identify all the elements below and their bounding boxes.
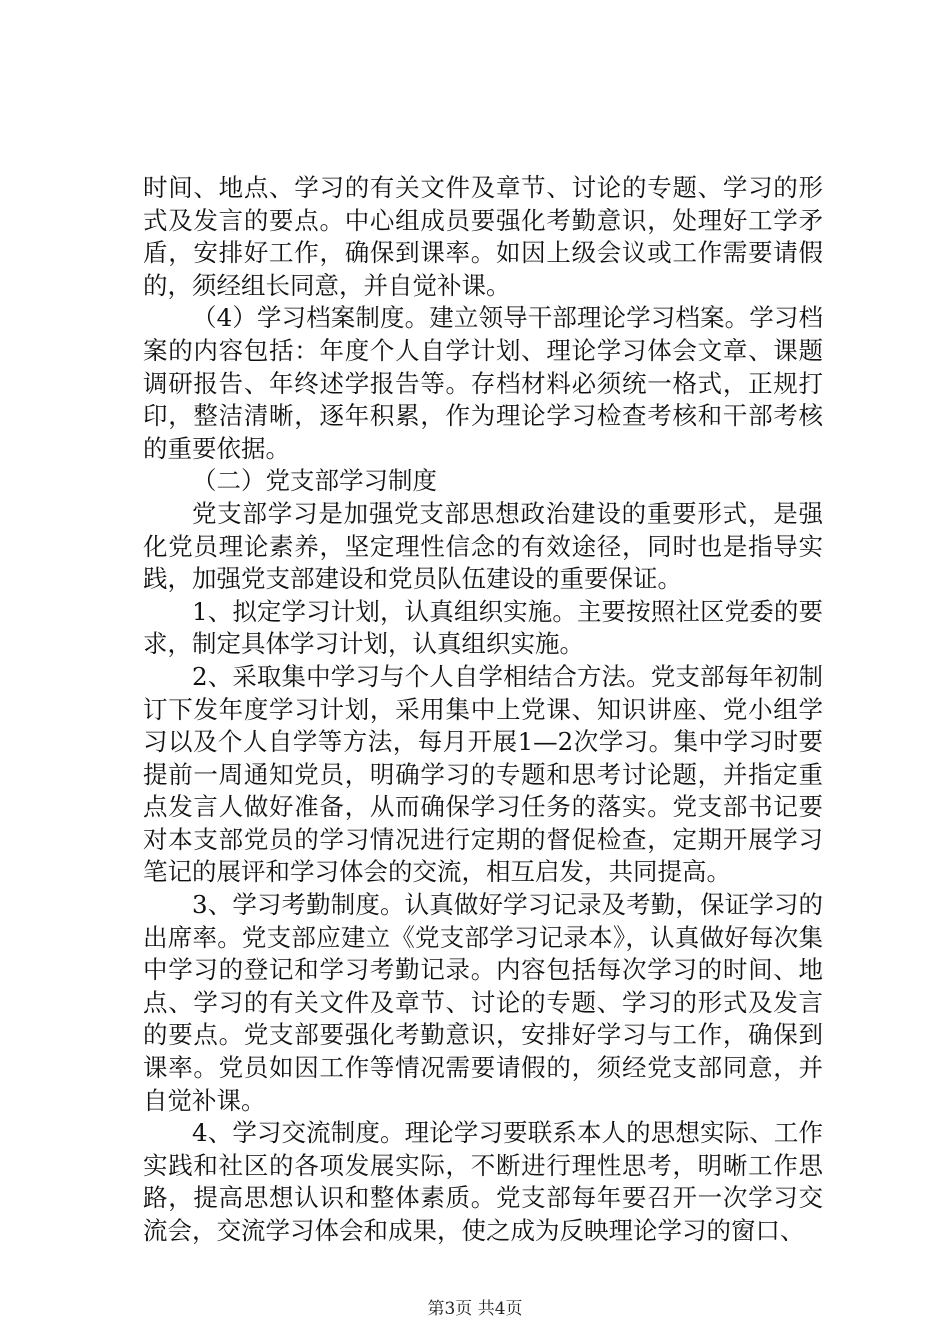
paragraph-item-4: 4、学习交流制度。理论学习要联系本人的思想实际、工作实践和社区的各项发展实际，不断进行理性思考，明晰工作思路，提高思想认识和整体素质。党支部每年要召开一次学习交流会，交流学习体会和成果，使之成为反映理论学习的窗口、 — [143, 1118, 823, 1245]
paragraph-item-2: 2、采取集中学习与个人自学相结合方法。党支部每年初制订下发年度学习计划，采用集中上党课、知识讲座、党小组学习以及个人自学等方法，每月开展1—2次学习。集中学习时要提前一周通知党员，明确学习的专题和思考讨论题，并指定重点发言人做好准备，从而确保学习任务的落实。党支部书记要对本支部党员的学习情况进行定期的督促检查，定期开展学习笔记的展评和学习体会的交流，相互启发，共同提高。 — [143, 661, 823, 887]
section-heading-branch-study: （二）党支部学习制度 — [192, 466, 437, 496]
paragraph-continuation: 时间、地点、学习的有关文件及章节、讨论的专题、学习的形式及发言的要点。中心组成员要强化考勤意识，处理好工学矛盾，安排好工作，确保到课率。如因上级会议或工作需要请假的，须经组长同意，并自觉补课。 — [143, 173, 823, 300]
paragraph-item-3: 3、学习考勤制度。认真做好学习记录及考勤，保证学习的出席率。党支部应建立《党支部学习记录本》，认真做好每次集中学习的登记和学习考勤记录。内容包括每次学习的时间、地点、学习的有关文件及章节、讨论的专题、学习的形式及发言的要点。党支部要强化考勤意识，安排好学习与工作，确保到课率。党员如因工作等情况需要请假的，须经党支部同意，并自觉补课。 — [143, 890, 823, 1115]
paragraph-branch-intro: 党支部学习是加强党支部思想政治建设的重要形式，是强化党员理论素养，坚定理性信念的有效途径，同时也是指导实践，加强党支部建设和党员队伍建设的重要保证。 — [143, 498, 823, 594]
paragraph-item-1: 1、拟定学习计划，认真组织实施。主要按照社区党委的要求，制定具体学习计划，认真组织实施。 — [143, 596, 823, 659]
document-body — [143, 172, 823, 1248]
paragraph-study-archive: （4）学习档案制度。建立领导干部理论学习档案。学习档案的内容包括：年度个人自学计划、理论学习体会文章、课题调研报告、年终述学报告等。存档材料必须统一格式，正规打印，整洁清晰，逐年积累，作为理论学习检查考核和干部考核的重要依据。 — [143, 303, 823, 463]
page-number-footer: 第3页 共4页 — [427, 1299, 523, 1319]
